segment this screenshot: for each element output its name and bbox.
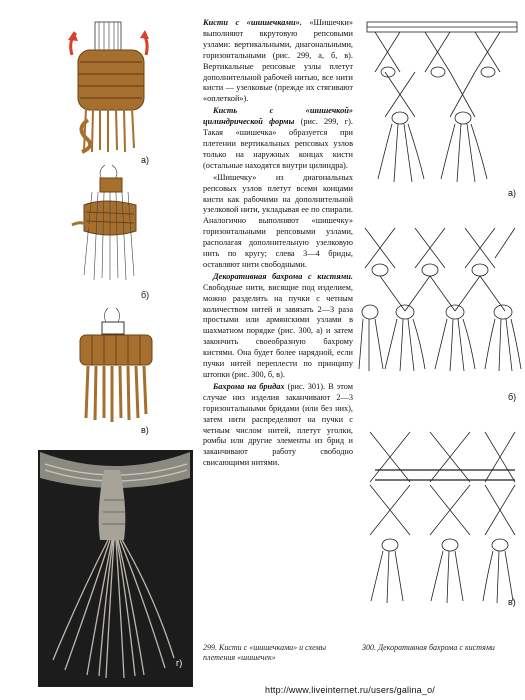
label-299v: в) xyxy=(141,425,149,435)
paragraph: «Шишечку» из диагональных репсовых узлов плетут всеми концами кисти как рабочими на дополнительной узелковой нити, укладывая ее по спирали. Аналогично выполняют «шишечку» горизонтальными репсовыми узлами, располагая дополнительную узелковую нить по кругу; слева 3—4 бриды, оставляют нити свободными. xyxy=(203,172,353,269)
fringe-v-illustration xyxy=(370,432,515,603)
tassel-a-illustration xyxy=(68,22,149,152)
label-300b: б) xyxy=(508,392,517,402)
label-299g: г) xyxy=(176,658,183,668)
label-299b: б) xyxy=(141,290,150,300)
fringe-a-illustration xyxy=(367,22,517,182)
tassel-photo xyxy=(38,450,193,687)
caption-299: 299. Кисти с «шишечками» и схемы плетения «шишечек» xyxy=(203,643,327,662)
paragraph: Бахрома на бридах (рис. 301). В этом случае низ изделия заканчивают 2—3 горизонтальными бридами (или без них), затем нити распределяют на пучки с четным числом нитей, плетут уголки, ромбы или другие элементы из брид и заканчивают работу свободно свисающими нитями. xyxy=(203,381,353,468)
label-300v: в) xyxy=(508,597,516,607)
fringe-b-illustration xyxy=(359,228,521,371)
paragraph: Кисти с «шишечками». «Шишечки» выполняют вкрутовую репсовыми узлами: вертикальными, диагональными, горизонтальными (рис. 299, а, б, в). Вертикальные репсовые узлы плетут дополнительной рабочей нитью, все нити кисти — узелковые (прежде их стягивают «оплеткой»). xyxy=(203,18,353,104)
body-text xyxy=(203,18,353,470)
paragraph: Кисть с «шишечкой» цилиндрической формы (рис. 299, г). Такая «шишечка» образуется при плетении вертикальных репсовых узлов только на наружных концах кисти (остальные находятся внутри цилиндра). xyxy=(203,106,354,170)
figure-299 xyxy=(0,0,200,700)
label-300a: а) xyxy=(508,188,517,198)
label-299a: а) xyxy=(141,155,150,165)
source-url[interactable]: http://www.liveinternet.ru/users/galina_o/ xyxy=(265,685,435,695)
caption-300: 300. Декоративная бахрома с кистями xyxy=(362,643,495,652)
tassel-b-illustration xyxy=(72,165,136,280)
tassel-v-illustration xyxy=(80,308,152,422)
figure-300 xyxy=(355,0,525,700)
paragraph: Декоративная бахрома с кистями. Свободные нити, висящие под изделием, можно разделить на пучки с четным количеством нитей и завязать 2—3 раза простыми или армянскими узлами в шахматном порядке (рис. 300, а) и затем закончить своеобразную бахрому кистями. Она будет более нарядной, если пучки нитей переплести по принципу штопки (рис. 300, б, в). xyxy=(203,271,353,379)
